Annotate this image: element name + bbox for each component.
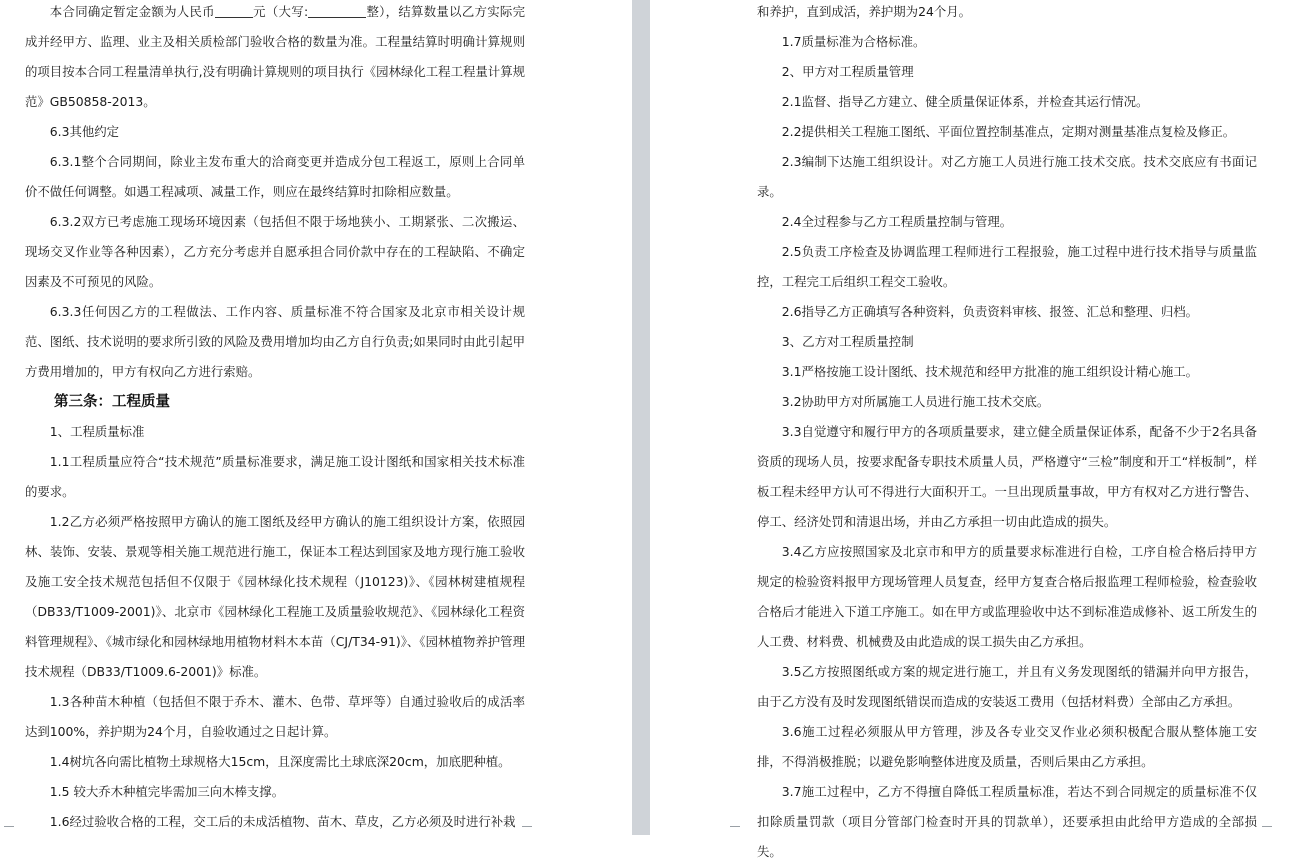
paragraph: 3.3自觉遵守和履行甲方的各项质量要求，建立健全质量保证体系，配备不少于2名具备资质的现场人员，按要求配备专职技术质量人员，严格遵守“三检”制度和开工“样板制”，样板工程未经甲方认可不得进行大面积开工。一旦出现质量事故，甲方有权对乙方进行警告、停工、经济处罚和清退出场，并由乙方承担一切由此造成的损失。 (757, 424, 1257, 529)
amount-text-mid: 元（大写: (252, 4, 309, 19)
page-corner-mark (730, 826, 740, 833)
section-heading: 第三条：工程质量 (54, 393, 170, 410)
paragraph: 3.7施工过程中，乙方不得擅自降低工程质量标准，若达不到合同规定的质量标准不仅扣除质量罚款（项目分管部门检查时开具的罚款单），还要承担由此给甲方造成的全部损失。 (757, 784, 1257, 859)
paragraph: 3.5乙方按照图纸或方案的规定进行施工，并且有义务发现图纸的错漏并向甲方报告，由于乙方没有及时发现图纸错误而造成的安装返工费用（包括材料费）全部由乙方承担。 (757, 664, 1257, 709)
page-corner-mark (1262, 826, 1272, 833)
paragraph: 2.4全过程参与乙方工程质量控制与管理。 (781, 214, 1013, 229)
paragraph: 2.5负责工序检查及协调监理工程师进行工程报验，施工过程中进行技术指导与质量监控，工程完工后组织工程交工验收。 (757, 244, 1257, 289)
paragraph: 6.3其他约定 (49, 124, 120, 139)
paragraph: 2、甲方对工程质量管理 (781, 64, 914, 79)
page-left-text (25, 0, 525, 837)
paragraph: 1.3各种苗木种植（包括但不限于乔木、灌木、色带、草坪等）自通过验收后的成活率达到100%，养护期为24个月，自验收通过之日起计算。 (25, 694, 525, 739)
paragraph: 1、工程质量标准 (49, 424, 145, 439)
amount-text-pre: 本合同确定暂定金额为人民币 (49, 4, 215, 19)
paragraph: 2.3编制下达施工组织设计。对乙方施工人员进行施工技术交底。技术交底应有书面记录。 (757, 154, 1257, 199)
document-page-right (650, 0, 1289, 859)
paragraph: 2.6指导乙方正确填写各种资料，负责资料审核、报签、汇总和整理、归档。 (781, 304, 1199, 319)
paragraph: 2.1监督、指导乙方建立、健全质量保证体系，并检查其运行情况。 (781, 94, 1149, 109)
document-page-left (0, 0, 632, 835)
paragraph: 1.6经过验收合格的工程，交工后的未成活植物、苗木、草皮，乙方必须及时进行补栽 (49, 814, 516, 829)
paragraph: 1.1工程质量应符合“技术规范”质量标准要求，满足施工设计图纸和国家相关技术标准的要求。 (25, 454, 525, 499)
paragraph: 1.7质量标准为合格标准。 (781, 34, 926, 49)
paragraph: 和养护，直到成活，养护期为24个月。 (757, 4, 972, 19)
paragraph: 2.2提供相关工程施工图纸、平面位置控制基准点，定期对测量基准点复检及修正。 (781, 124, 1236, 139)
paragraph: 3、乙方对工程质量控制 (781, 334, 914, 349)
paragraph: 3.1严格按施工设计图纸、技术规范和经甲方批准的施工组织设计精心施工。 (781, 364, 1199, 379)
paragraph: 6.3.1整个合同期间，除业主发布重大的洽商变更并造成分包工程返工，原则上合同单价不做任何调整。如遇工程减项、减量工作，则应在最终结算时扣除相应数量。 (25, 154, 525, 199)
paragraph-contract-amount (25, 0, 525, 117)
paragraph: 6.3.2双方已考虑施工现场环境因素（包括但不限于场地狭小、工期紧张、二次搬运、现场交叉作业等各种因素），乙方充分考虑并自愿承担合同价款中存在的工程缺陷、不确定因素及不可预见的风险。 (25, 214, 525, 289)
paragraph: 1.4树坑各向需比植物土球规格大15cm，且深度需比土球底深20cm，加底肥种植。 (49, 754, 511, 769)
paragraph: 3.2协助甲方对所属施工人员进行施工技术交底。 (781, 394, 1050, 409)
amount-text-post: 整），结算数量以乙方实际完成并经甲方、监理、业主及相关质检部门验收合格的数量为准。工程量结算时明确计算规则的项目按本合同工程量清单执行,没有明确计算规则的项目执行《园林绿化工程工程量计算规范》GB50858-2013。 (25, 4, 525, 109)
paragraph: 3.4乙方应按照国家及北京市和甲方的质量要求标准进行自检，工序自检合格后持甲方规定的检验资料报甲方现场管理人员复查，经甲方复查合格后报监理工程师检验，检查验收合格后才能进入下道工序施工。如在甲方或监理验收中达不到标准造成修补、返工所发生的人工费、材料费、机械费及由此造成的误工损失由乙方承担。 (757, 544, 1257, 649)
paragraph: 1.2乙方必须严格按照甲方确认的施工图纸及经甲方确认的施工组织设计方案，依照园林、装饰、安装、景观等相关施工规范进行施工，保证本工程达到国家及地方现行施工验收及施工安全技术规范包括但不仅限于《园林绿化技术规程（J10123)》、《园林树建植规程（DB33/T1009-2001)》、北京市《园林绿化工程施工及质量验收规范》、《园林绿化工程资料管理规程》、《城市绿化和园林绿地用植物材料木本苗（CJ/T34-91)》、《园林植物养护管理技术规程（DB33/T1009.6-2001)》标准。 (25, 514, 525, 679)
page-gap (632, 0, 650, 835)
page-corner-mark (4, 826, 14, 833)
paragraph: 6.3.3任何因乙方的工程做法、工作内容、质量标准不符合国家及北京市相关设计规范、图纸、技术说明的要求所引致的风险及费用增加均由乙方自行负责;如果同时由此引起甲方费用增加的，甲方有权向乙方进行索赔。 (25, 304, 525, 379)
paragraph: 3.6施工过程必须服从甲方管理，涉及各专业交叉作业必须积极配合服从整体施工安排，不得消极推脱；以避免影响整体进度及质量，否则后果由乙方承担。 (757, 724, 1257, 769)
page-corner-mark (522, 826, 532, 833)
paragraph: 1.5 较大乔木种植完毕需加三向木棒支撑。 (49, 784, 285, 799)
amount-uppercase-blank (308, 3, 366, 18)
page-right-text (757, 0, 1257, 867)
amount-blank (215, 3, 253, 18)
